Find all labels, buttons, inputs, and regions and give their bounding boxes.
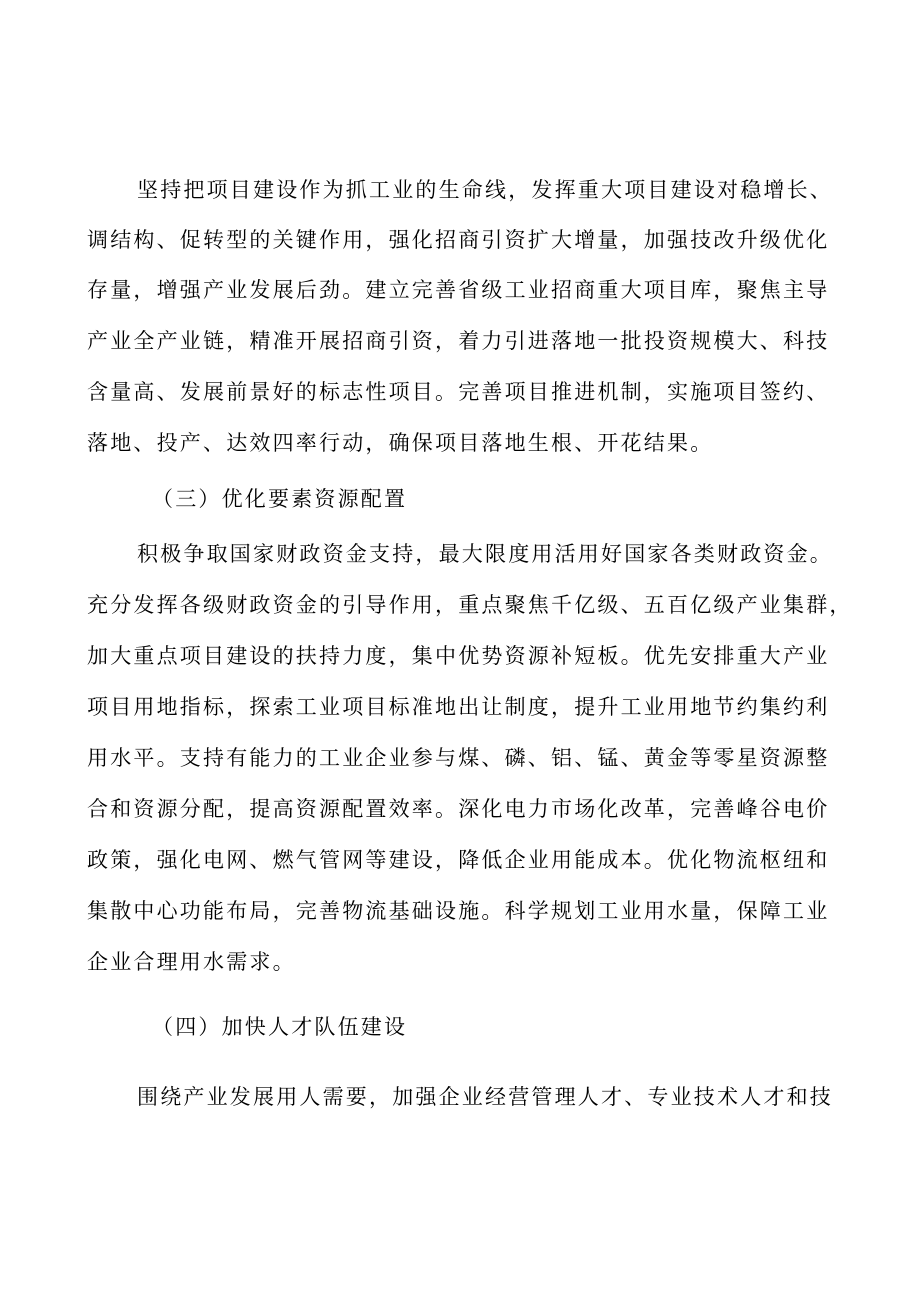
paragraph-line: 围绕产业发展用人需要，加强企业经营管理人才、专业技术人才和技 [137, 1085, 833, 1109]
paragraph-line: 集散中心功能布局，完善物流基础设施。科学规划工业用水量，保障工业 [87, 899, 830, 923]
paragraph-line: 坚持把项目建设作为抓工业的生命线，发挥重大项目建设对稳增长、 [137, 178, 833, 202]
paragraph-line: 用水平。支持有能力的工业企业参与煤、磷、铝、锰、黄金等零星资源整 [87, 746, 830, 770]
paragraph-line: 含量高、发展前景好的标志性项目。完善项目推进机制，实施项目签约、 [87, 380, 830, 404]
paragraph-line: 调结构、促转型的关键作用，强化招商引资扩大增量，加强技改升级优化 [87, 228, 830, 252]
paragraph-line: 产业全产业链，精准开展招商引资，着力引进落地一批投资规模大、科技 [87, 329, 830, 353]
section-heading-4: （四）加快人才队伍建设 [152, 1015, 408, 1039]
paragraph-line: 企业合理用水需求。 [87, 950, 296, 974]
paragraph-line: 政策，强化电网、燃气管网等建设，降低企业用能成本。优化物流枢纽和 [87, 848, 830, 872]
paragraph-line: 充分发挥各级财政资金的引导作用，重点聚焦千亿级、五百亿级产业集群， [87, 593, 853, 617]
paragraph-line: 存量，增强产业发展后劲。建立完善省级工业招商重大项目库，聚焦主导 [87, 278, 830, 302]
paragraph-line: 落地、投产、达效四率行动，确保项目落地生根、开花结果。 [87, 431, 714, 455]
paragraph-line: 积极争取国家财政资金支持，最大限度用活用好国家各类财政资金。 [137, 542, 833, 566]
section-heading-3: （三）优化要素资源配置 [152, 487, 408, 511]
paragraph-line: 加大重点项目建设的扶持力度，集中优势资源补短板。优先安排重大产业 [87, 644, 830, 668]
paragraph-line: 项目用地指标，探索工业项目标准地出让制度，提升工业用地节约集约利 [87, 695, 830, 719]
paragraph-line: 合和资源分配，提高资源配置效率。深化电力市场化改革，完善峰谷电价 [87, 797, 830, 821]
